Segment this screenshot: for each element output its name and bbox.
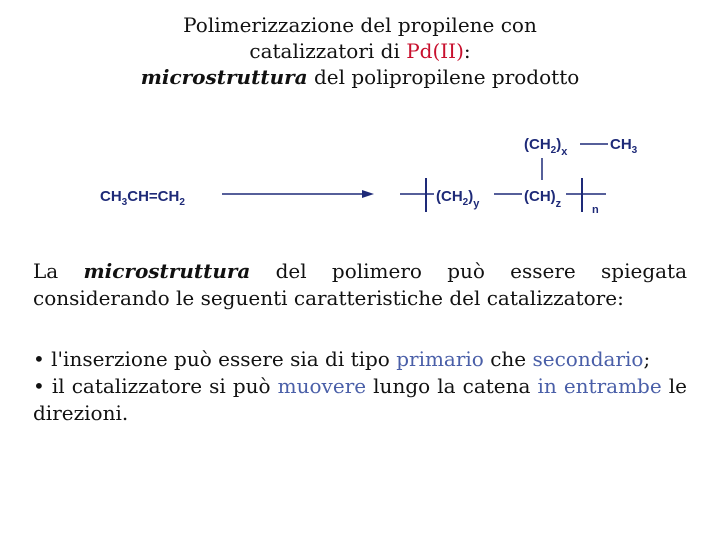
explanation-paragraph bbox=[33, 258, 687, 312]
feature-list bbox=[33, 346, 687, 427]
reaction-scheme bbox=[90, 128, 660, 220]
bullet-1-text-c: che bbox=[483, 347, 533, 371]
bullet-movement bbox=[33, 373, 687, 427]
bullet-2-in-entrambe: in entrambe bbox=[537, 374, 662, 398]
bullet-1-text-e: ; bbox=[643, 347, 651, 371]
bullet-1-primario: primario bbox=[396, 347, 484, 371]
unit-methine: $(CH)_z$ bbox=[524, 188, 562, 210]
title-pd-highlight: Pd(II) bbox=[406, 39, 464, 63]
title-text-catalizzatori: catalizzatori di bbox=[249, 39, 407, 63]
branch-methylene: $(CH_2)_x$ bbox=[524, 136, 568, 158]
bullet-insertion bbox=[33, 346, 687, 373]
para-microstruttura: microstruttura bbox=[83, 259, 251, 283]
branch-methyl: $CH_3$ bbox=[610, 136, 638, 156]
bullet-2-text-e: le direzioni. bbox=[33, 374, 687, 425]
bullet-2-muovere: muovere bbox=[277, 374, 367, 398]
slide-title bbox=[60, 12, 660, 90]
title-line-1: Polimerizzazione del propilene con bbox=[183, 13, 537, 37]
para-text-la: La bbox=[33, 259, 84, 283]
reactant-propylene: $CH_3CH=CH_2$ bbox=[100, 188, 185, 208]
arrow-head-icon bbox=[362, 190, 374, 198]
bullet-2-text-a: • il catalizzatore si può bbox=[33, 374, 278, 398]
bullet-1-text-a: • l'inserzione può essere sia di tipo bbox=[33, 347, 397, 371]
unit-methylene: $(CH_2)_y$ bbox=[436, 188, 480, 210]
bullet-1-secondario: secondario bbox=[532, 347, 644, 371]
title-microstruttura: microstruttura bbox=[140, 65, 308, 89]
title-line-3 bbox=[60, 64, 660, 90]
para-text-rest: del polimero può essere spiegata considerando le seguenti caratteristiche del catalizzatore: bbox=[33, 259, 688, 310]
bullet-2-text-c: lungo la catena bbox=[366, 374, 538, 398]
repeat-index-n: n bbox=[592, 204, 599, 216]
title-colon: : bbox=[463, 39, 471, 63]
title-text-polipropilene: del polipropilene prodotto bbox=[307, 65, 580, 89]
title-line-2 bbox=[60, 38, 660, 64]
